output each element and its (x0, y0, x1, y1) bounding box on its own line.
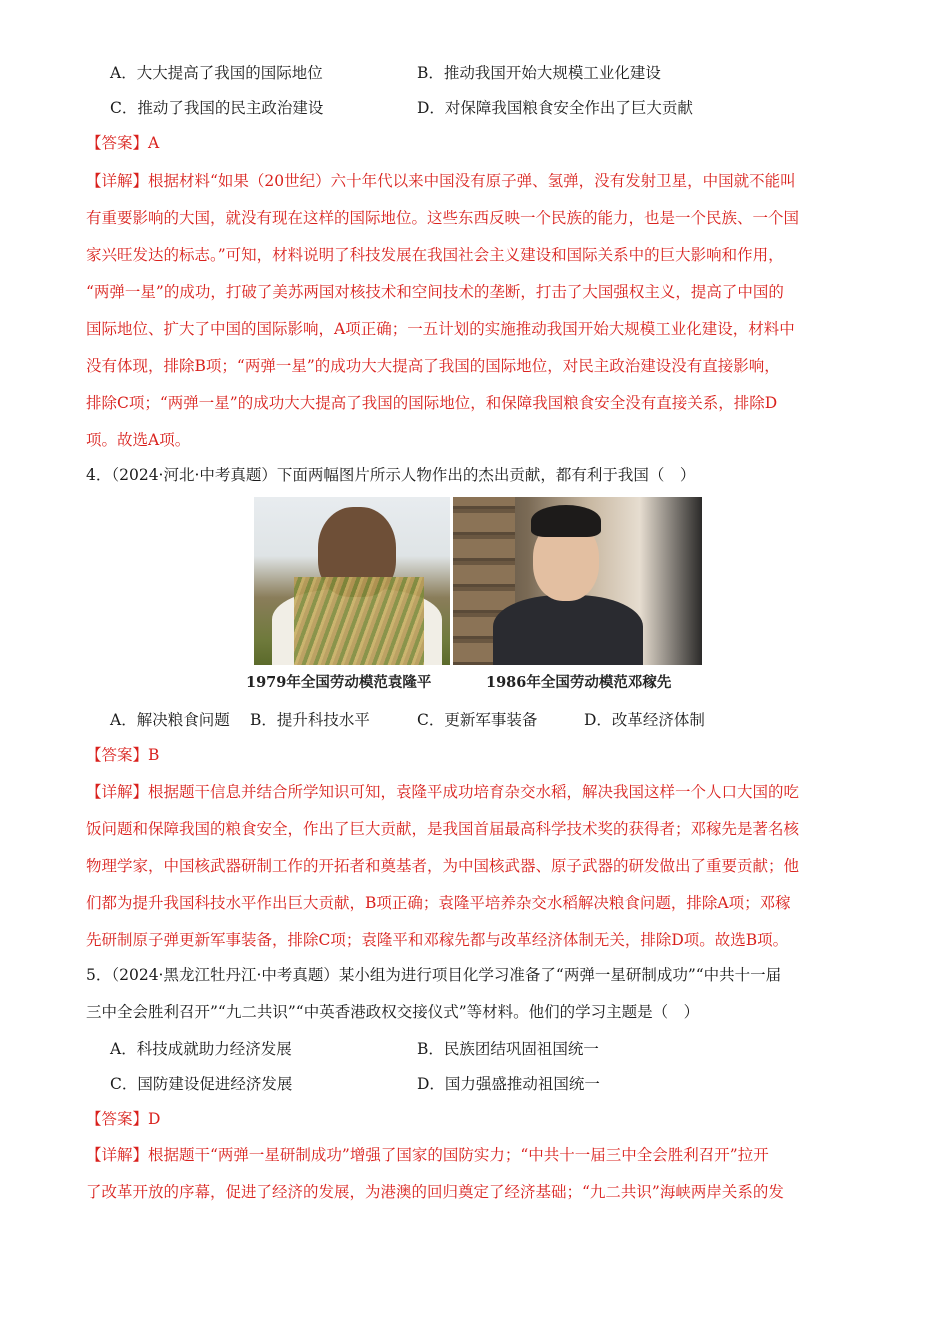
q3-detail-line: 家兴旺发达的标志。”可知，材料说明了科技发展在我国社会主义建设和国际关系中的巨大影响和作用， (86, 246, 784, 264)
q3-answer: 【答案】A (86, 134, 160, 152)
q4-detail-line: 饭问题和保障我国的粮食安全，作出了巨大贡献，是我国首届最高科学技术奖的获得者；邓稼先是著名核 (86, 820, 800, 838)
q4-detail-line: 【详解】根据题干信息并结合所学知识可知，袁隆平成功培育杂交水稻，解决我国这样一个人口大国的吃 (86, 783, 800, 801)
q4-stem: 4．（2024·河北·中考真题）下面两幅图片所示人物作出的杰出贡献，都有利于我国（ ） (86, 466, 696, 484)
q4-option-b: B．提升科技水平 (250, 711, 370, 729)
q4-detail-line: 物理学家，中国核武器研制工作的开拓者和奠基者，为中国核武器、原子武器的研发做出了重要贡献；他 (86, 857, 800, 875)
q3-option-c: C．推动了我国的民主政治建设 (110, 99, 324, 117)
q5-detail-line: 了改革开放的序幕，促进了经济的发展，为港澳的回归奠定了经济基础；“九二共识”海峡两岸关系的发 (86, 1183, 784, 1201)
q4-option-d: D．改革经济体制 (584, 711, 705, 729)
q3-detail-line: 没有体现，排除B项；“两弹一星”的成功大大提高了我国的国际地位，对民主政治建设没有直接影响， (86, 357, 780, 375)
q3-detail-line: 有重要影响的大国，就没有现在这样的国际地位。这些东西反映一个民族的能力，也是一个民族、一个国 (86, 209, 800, 227)
q4-option-a: A．解决粮食问题 (110, 711, 230, 729)
caption-deng-jiaxian: 1986年全国劳动模范邓稼先 (486, 674, 672, 691)
q3-detail-line: 项。故选A项。 (86, 431, 191, 449)
caption-yuan-longping: 1979年全国劳动模范袁隆平 (246, 674, 432, 691)
q3-option-b: B．推动我国开始大规模工业化建设 (417, 64, 661, 82)
q4-detail-line: 先研制原子弹更新军事装备，排除C项；袁隆平和邓稼先都与改革经济体制无关，排除D项。故选B项。 (86, 931, 789, 949)
q4-answer: 【答案】B (86, 746, 160, 764)
q5-detail-line: 【详解】根据题干“两弹一星研制成功”增强了国家的国防实力；“中共十一届三中全会胜利召开”拉开 (86, 1146, 769, 1164)
q5-option-b: B．民族团结巩固祖国统一 (417, 1040, 599, 1058)
q3-detail-line: 国际地位、扩大了中国的国际影响，A项正确；一五计划的实施推动我国开始大规模工业化建设，材料中 (86, 320, 795, 338)
q5-option-a: A．科技成就助力经济发展 (110, 1040, 292, 1058)
q5-option-c: C．国防建设促进经济发展 (110, 1075, 293, 1093)
q5-option-d: D．国力强盛推动祖国统一 (417, 1075, 600, 1093)
q5-stem-line: 5．（2024·黑龙江牡丹江·中考真题）某小组为进行项目化学习准备了“两弹一星研制成功”“中共十一届 (86, 966, 782, 984)
q4-detail-line: 们都为提升我国科技水平作出巨大贡献，B项正确；袁隆平培养杂交水稻解决粮食问题，排除A项；邓稼 (86, 894, 791, 912)
q3-detail-line: 排除C项；“两弹一星”的成功大大提高了我国的国际地位，和保障我国粮食安全没有直接关系，排除D (86, 394, 778, 412)
q4-photos (254, 497, 702, 665)
q4-option-c: C．更新军事装备 (417, 711, 538, 729)
q3-option-a: A．大大提高了我国的国际地位 (110, 64, 323, 82)
q3-detail-line: 【详解】根据材料“如果（20世纪）六十年代以来中国没有原子弹、氢弹，没有发射卫星，中国就不能叫 (86, 172, 796, 190)
q3-detail-line: “两弹一星”的成功，打破了美苏两国对核技术和空间技术的垄断，打击了大国强权主义，提高了中国的 (86, 283, 784, 301)
photo-deng-jiaxian (453, 497, 702, 665)
q5-stem-line: 三中全会胜利召开”“九二共识”“中英香港政权交接仪式”等材料。他们的学习主题是（ ） (86, 1003, 700, 1021)
photo-yuan-longping (254, 497, 450, 665)
q3-option-d: D．对保障我国粮食安全作出了巨大贡献 (417, 99, 693, 117)
q5-answer: 【答案】D (86, 1110, 161, 1128)
